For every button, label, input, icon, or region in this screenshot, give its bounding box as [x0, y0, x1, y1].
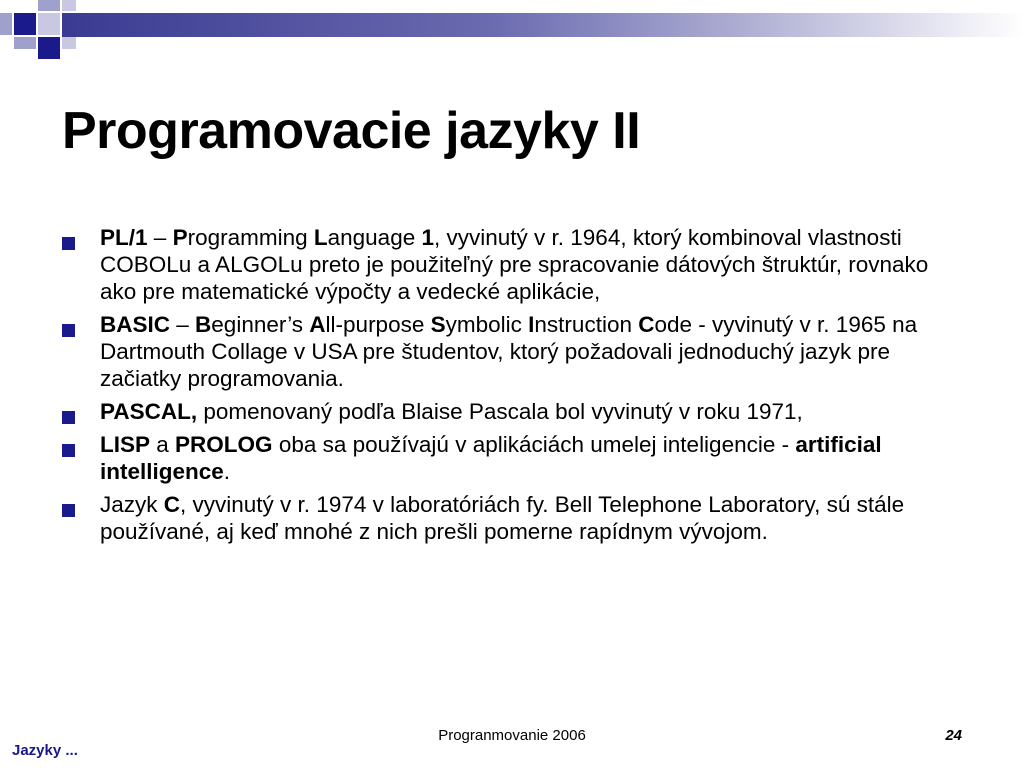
text-run: ode - vyvinutý v r. 1965 na Dartmouth Collage v USA pre študentov, ktorý požadovali jednoduchý jazyk pre začiatky programovania. — [100, 312, 918, 391]
decor-square — [38, 13, 60, 35]
square-bullet-icon — [62, 411, 75, 424]
text-run: oba sa používajú v aplikáciách umelej inteligencie - — [272, 432, 796, 457]
header-gradient-bar — [62, 13, 1024, 37]
bold-text-run: P — [172, 225, 188, 250]
bold-text-run: A — [309, 312, 326, 337]
text-run: anguage — [327, 225, 422, 250]
list-item-text — [100, 311, 962, 392]
bold-text-run: LISP — [100, 432, 151, 457]
text-run: pomenovaný podľa Blaise Pascala bol vyvinutý v roku 1971, — [197, 399, 803, 424]
list-item — [62, 431, 962, 485]
list-item — [62, 224, 962, 305]
text-run: ymbolic — [445, 312, 529, 337]
bold-text-run: artificial intelligence — [100, 432, 882, 484]
square-bullet-icon — [62, 504, 75, 517]
text-run: Jazyk — [100, 492, 164, 517]
square-bullet-icon — [62, 444, 75, 457]
decor-square — [0, 13, 12, 35]
square-bullet-icon — [62, 237, 75, 250]
decor-square — [14, 13, 36, 35]
slide-title: Programovacie jazyky II — [62, 102, 641, 160]
text-run: – — [170, 312, 196, 337]
text-run: eginner’s — [211, 312, 310, 337]
footer-section-label: Jazyky ... — [12, 742, 78, 759]
decor-square — [62, 37, 76, 49]
bold-text-run: B — [195, 312, 212, 337]
bold-text-run: C — [163, 492, 181, 517]
bold-text-run: S — [430, 312, 446, 337]
text-run: , vyvinutý v r. 1964, ktorý kombinoval vlastnosti COBOLu a ALGOLu preto je použiteľný pre spracovanie dátových štruktúr, rovnako ako pre matematické výpočty a vedecké aplikácie, — [100, 225, 929, 304]
bold-text-run: C — [638, 312, 655, 337]
text-run: . — [223, 459, 231, 484]
bold-text-run: 1 — [421, 225, 434, 250]
list-item — [62, 491, 962, 545]
list-item-text — [100, 491, 962, 545]
list-item-text — [100, 431, 962, 485]
bold-text-run: PASCAL, — [100, 399, 198, 424]
bold-text-run: L — [313, 225, 328, 250]
footer-course-label: Progranmovanie 2006 — [438, 727, 586, 744]
square-bullet-icon — [62, 324, 75, 337]
list-item-text — [100, 224, 962, 305]
text-run: nstruction — [534, 312, 639, 337]
list-item — [62, 398, 962, 425]
decor-square — [14, 37, 36, 49]
text-run: rogramming — [187, 225, 314, 250]
decor-square — [38, 37, 60, 59]
text-run: ll-purpose — [325, 312, 431, 337]
slide-number: 24 — [945, 727, 962, 744]
list-item-text — [100, 398, 962, 425]
bold-text-run: BASIC — [100, 312, 171, 337]
text-run: , vyvinutý v r. 1974 v laboratóriách fy. Bell Telephone Laboratory, sú stále používané, aj keď mnohé z nich prešli pomerne rapídnym vývojom. — [100, 492, 905, 544]
decor-square — [38, 0, 60, 11]
text-run: a — [150, 432, 176, 457]
bullet-list — [62, 224, 962, 551]
bold-text-run: PROLOG — [175, 432, 273, 457]
bold-text-run: I — [528, 312, 535, 337]
decor-square — [62, 0, 76, 11]
bold-text-run: PL/1 — [100, 225, 148, 250]
list-item — [62, 311, 962, 392]
text-run: – — [147, 225, 173, 250]
